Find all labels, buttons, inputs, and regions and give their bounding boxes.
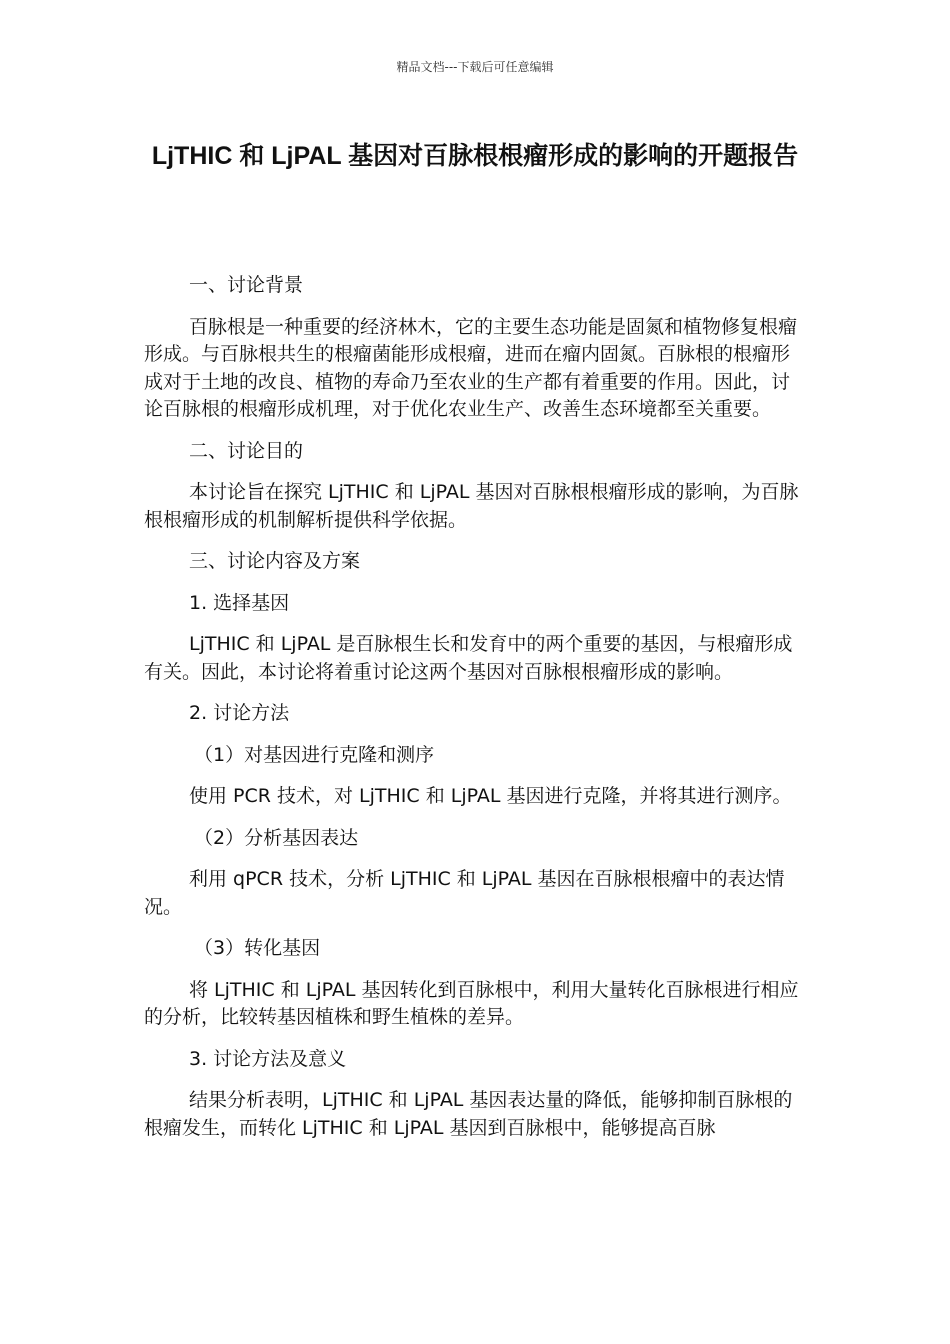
paragraph-select-genes: LjTHIC 和 LjPAL 是百脉根生长和发育中的两个重要的基因，与根瘤形成有关。因此，本讨论将着重讨论这两个基因对百脉根根瘤形成的影响。 — [144, 633, 793, 683]
subsection-heading-select-genes: 1. 选择基因 — [189, 591, 290, 614]
header-note: 精品文档---下载后可任意编辑 — [396, 60, 554, 74]
section-heading-background: 一、讨论背景 — [189, 274, 304, 296]
method-heading-expression: （2）分析基因表达 — [194, 826, 359, 849]
paragraph-transformation: 将 LjTHIC 和 LjPAL 基因转化到百脉根中，利用大量转化百脉根进行相应的分析，比较转基因植株和野生植株的差异。 — [144, 978, 799, 1028]
paragraph-purpose: 本讨论旨在探究 LjTHIC 和 LjPAL 基因对百脉根根瘤形成的影响，为百脉根根瘤形成的机制解析提供科学依据。 — [144, 481, 799, 531]
paragraph-significance: 结果分析表明，LjTHIC 和 LjPAL 基因表达量的降低，能够抑制百脉根的根瘤发生，而转化 LjTHIC 和 LjPAL 基因到百脉根中，能够提高百脉 — [144, 1089, 793, 1139]
paragraph-expression: 利用 qPCR 技术，分析 LjTHIC 和 LjPAL 基因在百脉根根瘤中的表达情况。 — [144, 868, 785, 918]
paragraph-background: 百脉根是一种重要的经济林木，它的主要生态功能是固氮和植物修复根瘤形成。与百脉根共生的根瘤菌能形成根瘤，进而在瘤内固氮。百脉根的根瘤形成对于土地的改良、植物的寿命乃至农业的生产都有着重要的作用。因此，讨论百脉根的根瘤形成机理，对于优化农业生产、改善生态环境都至关重要。 — [144, 315, 798, 420]
paragraph-cloning: 使用 PCR 技术，对 LjTHIC 和 LjPAL 基因进行克隆，并将其进行测序。 — [189, 785, 792, 807]
subsection-heading-methods: 2. 讨论方法 — [189, 702, 290, 724]
section-heading-content-plan: 三、讨论内容及方案 — [189, 550, 361, 572]
method-heading-transformation: （3）转化基因 — [194, 937, 321, 959]
method-heading-cloning: （1）对基因进行克隆和测序 — [194, 743, 435, 766]
document-body — [144, 272, 808, 1156]
section-heading-purpose: 二、讨论目的 — [189, 439, 304, 462]
subsection-heading-significance: 3. 讨论方法及意义 — [189, 1047, 347, 1070]
document-title: LjTHIC 和 LjPAL 基因对百脉根根瘤形成的影响的开题报告 — [151, 142, 799, 170]
